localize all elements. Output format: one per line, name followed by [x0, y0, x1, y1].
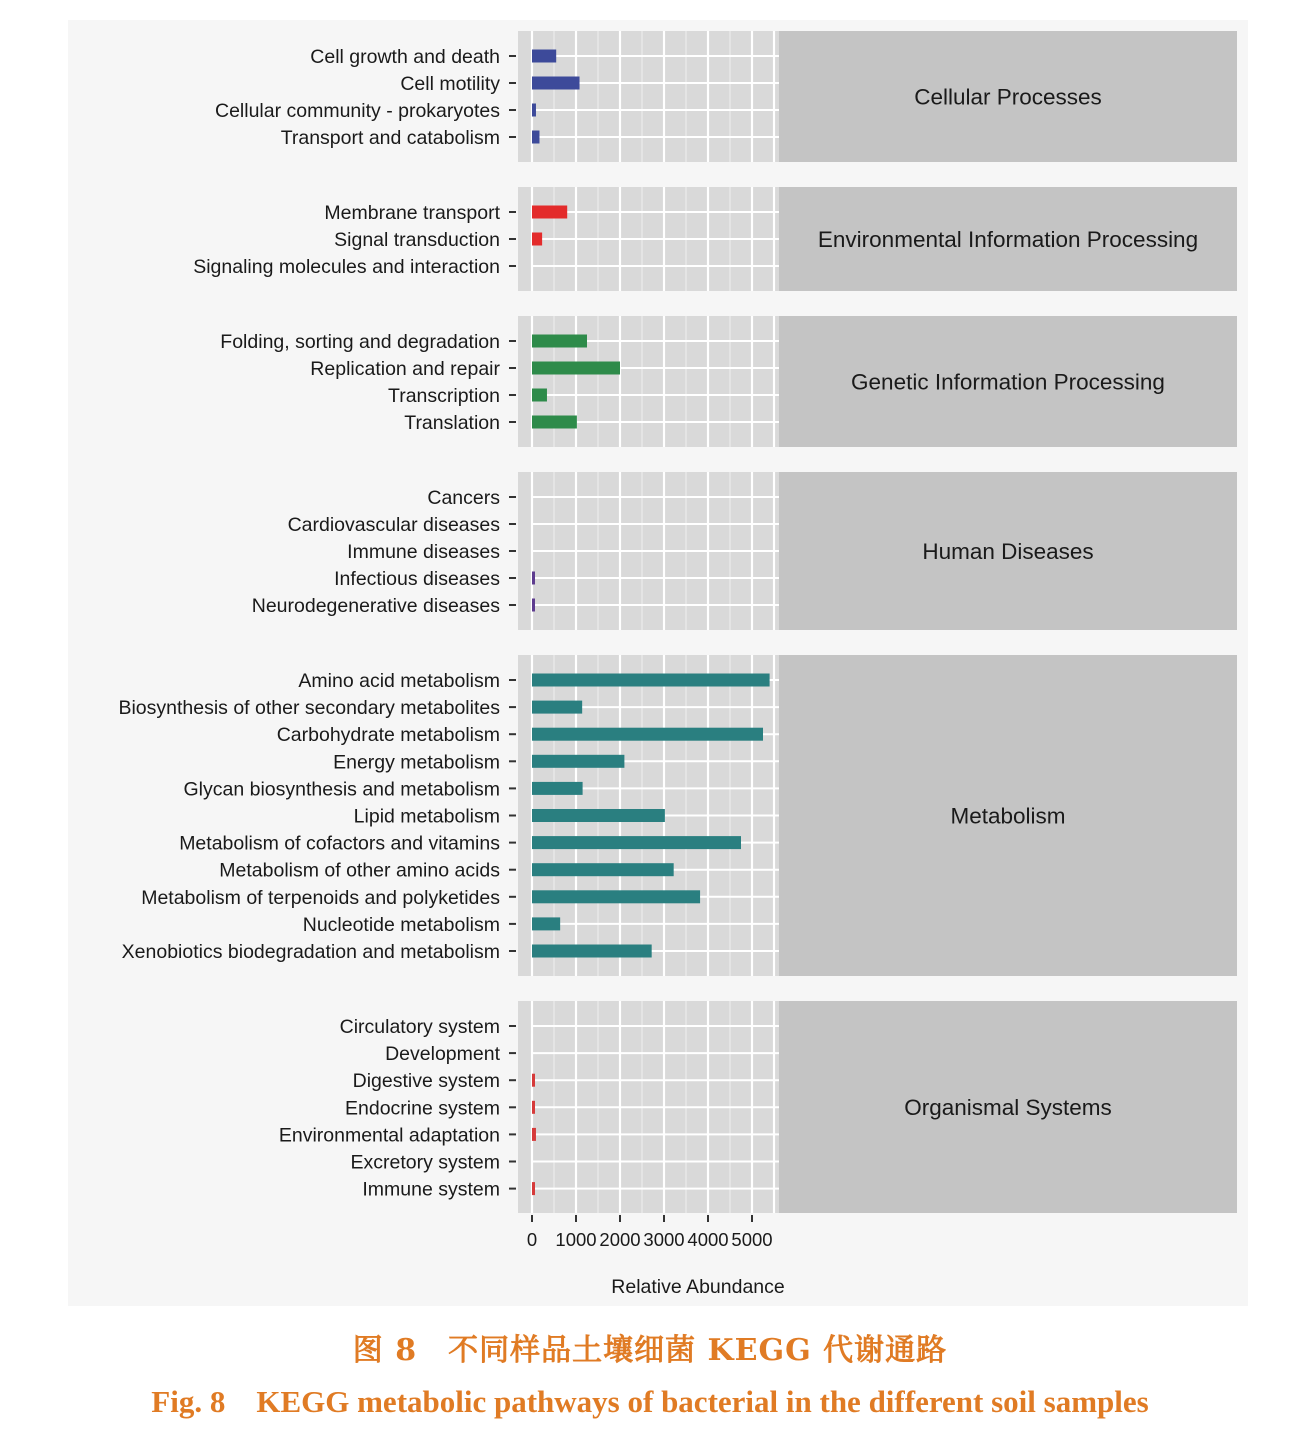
category-label: Infectious diseases [334, 568, 500, 590]
category-label: Endocrine system [345, 1097, 500, 1120]
facet-label-metabolism: Metabolism [950, 803, 1066, 829]
category-label: Signal transduction [334, 229, 500, 251]
facet-label-human-diseases: Human Diseases [922, 539, 1094, 564]
bar-metabolism-of-terpenoids-and-polyketides [532, 890, 700, 903]
category-label: Membrane transport [324, 202, 500, 224]
category-label: Cardiovascular diseases [287, 514, 500, 536]
bar-cell-motility [532, 77, 580, 90]
panel-background-cellular-processes [518, 31, 779, 162]
category-label: Metabolism of terpenoids and polyketides [141, 886, 500, 909]
category-label: Translation [404, 412, 500, 434]
bar-endocrine-system [532, 1101, 535, 1114]
category-label: Nucleotide metabolism [302, 913, 500, 936]
facet-label-environmental-information-processing: Environmental Information Processing [817, 227, 1199, 252]
category-label: Digestive system [352, 1070, 500, 1093]
bar-cell-growth-and-death [532, 50, 556, 63]
category-label: Cellular community - prokaryotes [214, 100, 500, 122]
bar-cellular-community-prokaryotes [532, 104, 536, 117]
bar-lipid-metabolism [532, 809, 665, 822]
bar-environmental-adaptation [532, 1128, 536, 1141]
bar-metabolism-of-cofactors-and-vitamins [532, 836, 741, 849]
category-label: Transport and catabolism [280, 127, 500, 149]
category-label: Biosynthesis of other secondary metabolites [118, 697, 500, 720]
x-tick-label: 4000 [687, 1229, 729, 1250]
bar-xenobiotics-biodegradation-and-metabolism [532, 945, 652, 958]
bar-replication-and-repair [532, 362, 620, 375]
facet-label-genetic-information-processing: Genetic Information Processing [851, 369, 1165, 395]
category-label: Neurodegenerative diseases [251, 595, 500, 617]
x-axis-title: Relative Abundance [611, 1276, 785, 1298]
facet-label-organismal-systems: Organismal Systems [904, 1095, 1112, 1120]
bar-energy-metabolism [532, 755, 624, 768]
x-tick-label: 1000 [555, 1229, 597, 1250]
bar-translation [532, 416, 577, 429]
category-label: Xenobiotics biodegradation and metabolism [121, 941, 500, 963]
figure-caption-english: Fig. 8 KEGG metabolic pathways of bacterial in the different soil samples [151, 1384, 1149, 1419]
category-label: Circulatory system [339, 1016, 500, 1038]
category-label: Development [385, 1043, 500, 1066]
category-label: Immune diseases [347, 541, 500, 563]
bar-infectious-diseases [532, 572, 535, 585]
category-label: Amino acid metabolism [298, 670, 500, 692]
bar-folding-sorting-and-degradation [532, 335, 587, 348]
bar-signal-transduction [532, 233, 542, 246]
bar-glycan-biosynthesis-and-metabolism [532, 782, 583, 795]
category-label: Signaling molecules and interaction [193, 256, 500, 278]
category-label: Energy metabolism [333, 751, 500, 774]
category-label: Cell motility [400, 73, 500, 95]
category-label: Transcription [388, 385, 500, 407]
bar-digestive-system [532, 1074, 535, 1087]
bar-neurodegenerative-diseases [532, 599, 535, 612]
x-tick-label: 2000 [599, 1229, 641, 1250]
category-label: Immune system [362, 1178, 500, 1201]
category-label: Cell growth and death [310, 46, 500, 68]
facet-label-cellular-processes: Cellular Processes [914, 84, 1102, 110]
x-tick-label: 5000 [731, 1229, 773, 1250]
bar-immune-system [532, 1182, 535, 1195]
x-tick-label: 3000 [643, 1229, 685, 1250]
category-label: Excretory system [350, 1151, 500, 1174]
figure-caption-chinese: 图 8 不同样品土壤细菌 KEGG 代谢通路 [352, 1333, 948, 1368]
category-label: Lipid metabolism [353, 805, 500, 828]
bar-transport-and-catabolism [532, 131, 539, 144]
bar-nucleotide-metabolism [532, 917, 560, 930]
category-label: Cancers [427, 487, 500, 509]
category-label: Metabolism of cofactors and vitamins [179, 832, 500, 855]
category-label: Environmental adaptation [278, 1124, 500, 1147]
category-label: Folding, sorting and degradation [220, 331, 500, 353]
bar-biosynthesis-of-other-secondary-metabolites [532, 701, 582, 714]
bar-carbohydrate-metabolism [532, 728, 763, 741]
category-label: Metabolism of other amino acids [219, 859, 500, 882]
category-label: Carbohydrate metabolism [276, 724, 500, 747]
bar-transcription [532, 389, 547, 402]
category-label: Replication and repair [310, 358, 500, 380]
category-label: Glycan biosynthesis and metabolism [183, 778, 500, 801]
bar-metabolism-of-other-amino-acids [532, 863, 674, 876]
bar-amino-acid-metabolism [532, 674, 770, 687]
x-tick-label: 0 [526, 1229, 538, 1250]
bar-membrane-transport [532, 206, 567, 219]
